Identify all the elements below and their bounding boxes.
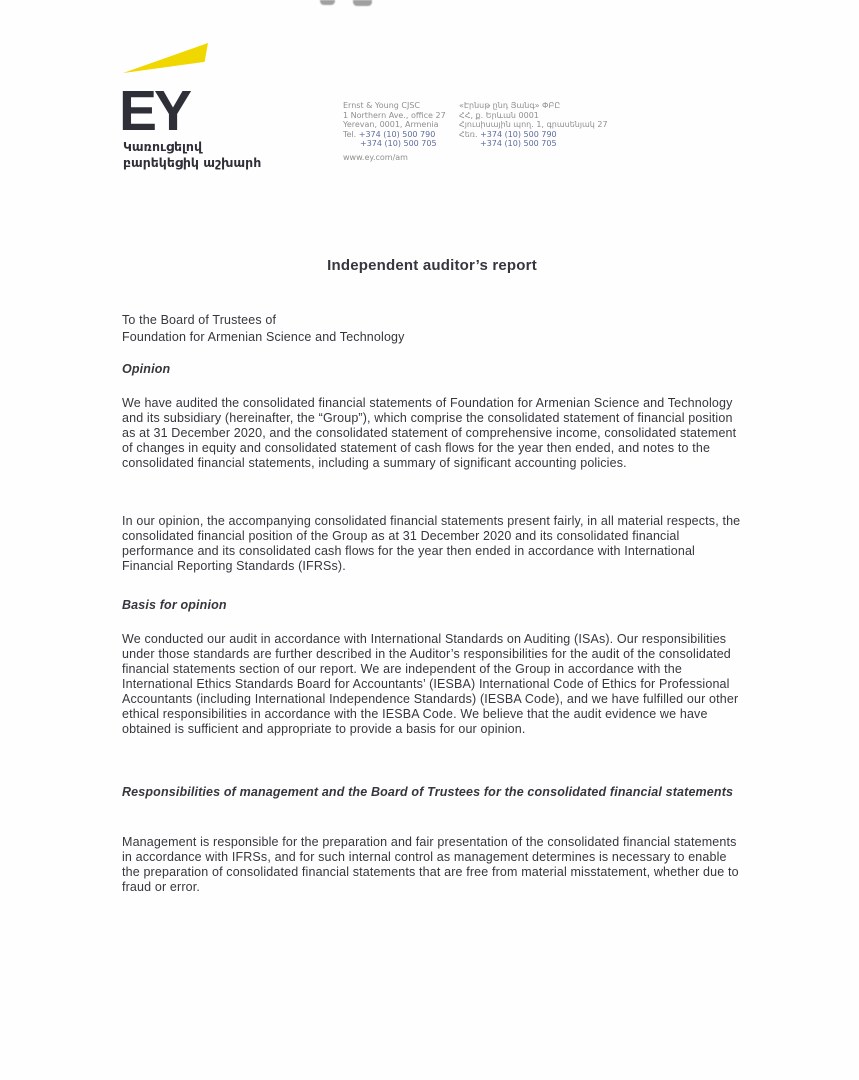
paragraph: Management is responsible for the preparation and fair presentation of the consolidated financial statements in accordance with IFRSs, and for such internal control as management determines is necessary to enable the preparation of consolidated financial statements that are free from material misstatement, whether due to fraud or error.: [122, 835, 739, 894]
paragraph: We conducted our audit in accordance with International Standards on Auditing (ISAs). Our responsibilities under those standards are further described in the Auditor’s responsibilities for the audit of the consolidated financial statements section of our report. We are independent of the Group in accordance with the International Ethics Standards Board for Accountants’ (IESBA) International Code of Ethics for Professional Accountants (including International Independence Standards) (IESBA Code), and we have fulfilled our other ethical responsibilities in accordance with the IESBA Code. We believe that the audit evidence we have obtained is sufficient and appropriate to provide a basis for our opinion.: [122, 632, 739, 736]
paragraph: We have audited the consolidated financial statements of Foundation for Armenian Science and Technology and its subsidiary (hereinafter, the “Group”), which comprise the consolidated statement of financial position as at 31 December 2020, and the consolidated statement of comprehensive income, consolidated statement of changes in equity and consolidated statement of cash flows for the year then ended, and notes to the consolidated financial statements, including a summary of significant accounting policies.: [122, 396, 737, 470]
phone-number: +374 (10) 500 705: [480, 139, 557, 149]
report-title: Independent auditor’s report: [327, 257, 537, 274]
company-name: Ernst & Young CJSC: [343, 101, 420, 110]
tel-label: Tel.: [343, 129, 357, 139]
section-heading-basis-for-opinion: Basis for opinion: [122, 598, 227, 612]
addressee: [122, 312, 742, 346]
paragraph: In our opinion, the accompanying consolidated financial statements present fairly, in all material respects, the consolidated financial position of the Group as at 31 December 2020 and its consolidated financial performance and its consolidated cash flows for the year then ended in accordance with International Financial Reporting Standards (IFRSs).: [122, 514, 741, 573]
address-line: Yerevan, 0001, Armenia: [343, 120, 439, 130]
ey-logo-letters: EY: [119, 79, 190, 143]
section-heading-responsibilities: Responsibilities of management and the Board of Trustees for the consolidated financial statements: [122, 785, 734, 799]
phone-number: +374 (10) 500 790: [480, 129, 557, 139]
report-body: [122, 0, 742, 1080]
phone-number: +374 (10) 500 790: [358, 129, 436, 139]
company-name: «Էրնսթ ընդ Յանգ» ՓԲԸ: [459, 101, 561, 110]
section-heading-opinion: Opinion: [122, 362, 171, 376]
ey-tagline-line: Կառուցելով: [123, 139, 202, 154]
addressee-line: To the Board of Trustees of: [122, 313, 277, 327]
phone-number: +374 (10) 500 705: [360, 139, 437, 149]
tel-label: Հեռ.: [459, 129, 478, 139]
address-line: Հյուսիսային պող. 1, գրասենյակ 27: [459, 120, 608, 130]
website-link: www.ey.com/am: [343, 152, 408, 162]
ey-tagline-line: բարեկեցիկ աշխարհ: [123, 155, 262, 170]
addressee-line: Foundation for Armenian Science and Technology: [122, 330, 405, 344]
address-line: 1 Northern Ave., office 27: [343, 110, 446, 120]
address-line: ՀՀ, ք. Երևան 0001: [459, 110, 539, 120]
